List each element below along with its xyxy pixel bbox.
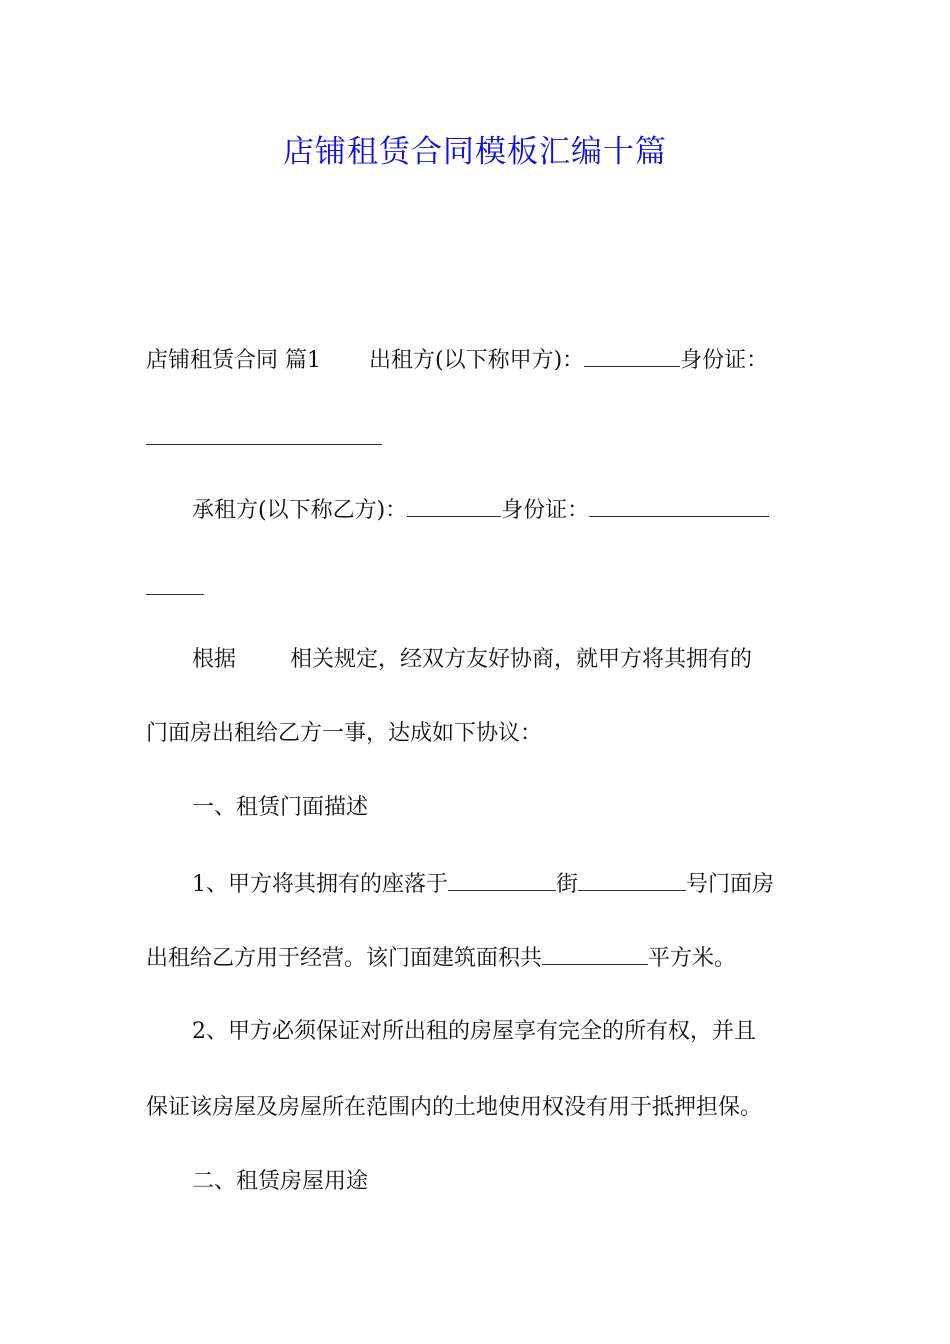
lessor-id-blank[interactable]	[146, 420, 382, 445]
contract-heading: 店铺租赁合同 篇1	[146, 348, 321, 373]
clause-1-line-2	[146, 940, 826, 977]
section-2-heading: 二、租赁房屋用途	[192, 1169, 369, 1194]
clause-1-text-d: 出租给乙方用于经营。该门面建筑面积共	[146, 946, 543, 971]
clause-1-text-c: 号门面房	[686, 872, 775, 897]
street-blank[interactable]	[448, 866, 556, 891]
area-blank[interactable]	[542, 940, 648, 965]
lessor-id-label: 身份证：	[680, 348, 769, 373]
number-blank[interactable]	[578, 866, 686, 891]
lessor-line	[146, 342, 826, 379]
lessee-label: 承租方(以下称乙方)：	[192, 498, 408, 523]
clause-1-text-e: 平方米。	[648, 946, 737, 971]
basis-word: 根据	[192, 647, 237, 672]
section-1-heading: 一、租赁门面描述	[192, 795, 369, 820]
clause-2-line: 2、甲方必须保证对所出租的房屋享有完全的所有权，并且	[192, 1019, 756, 1044]
clause-2-line-2: 保证该房屋及房屋所在范围内的土地使用权没有用于抵押担保。	[146, 1095, 763, 1120]
document-title: 店铺租赁合同模板汇编十篇	[283, 134, 667, 170]
lessor-label: 出租方(以下称甲方)：	[369, 348, 585, 373]
lessor-name-blank[interactable]	[584, 342, 680, 367]
lessor-id-line	[146, 420, 826, 457]
basis-line	[192, 642, 872, 678]
basis-text: 相关规定，经双方友好协商，就甲方将其拥有的	[290, 647, 753, 672]
clause-1-text-a: 1、甲方将其拥有的座落于	[192, 872, 448, 897]
lessee-id-blank[interactable]	[589, 492, 769, 517]
lessee-name-blank[interactable]	[407, 492, 501, 517]
lessee-id-blank-cont[interactable]	[146, 570, 204, 595]
lessee-id-label: 身份证：	[501, 498, 590, 523]
lessee-line	[192, 492, 872, 529]
clause-1-text-b: 街	[556, 872, 579, 897]
clause-1-line	[192, 866, 872, 903]
basis-text-2: 门面房出租给乙方一事，达成如下协议：	[146, 721, 543, 746]
basis-line-2	[146, 716, 826, 752]
lessee-id-line	[146, 570, 826, 607]
